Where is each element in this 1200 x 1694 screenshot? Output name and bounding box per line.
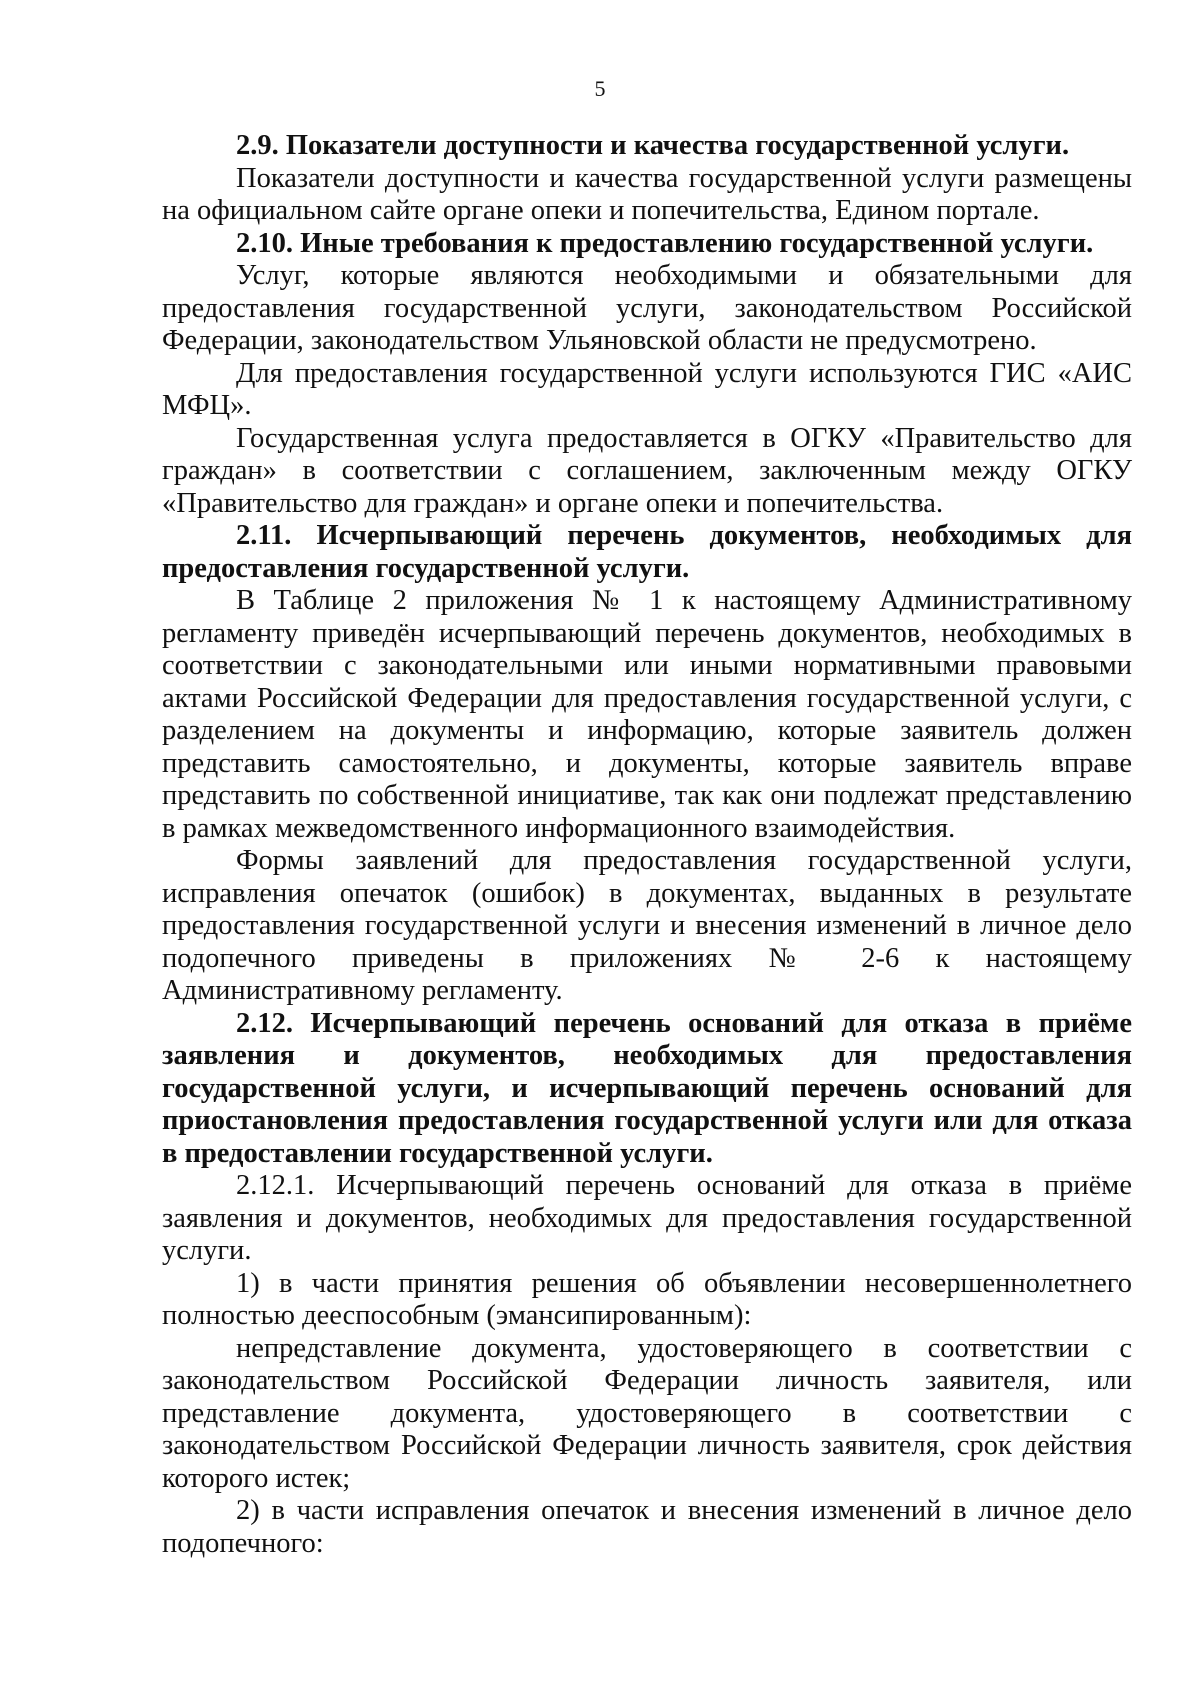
paragraph: Государственная услуга предоставляется в ОГКУ «Правительство для граждан» в соответствии с соглашением, заключенным между ОГКУ «Правительство для граждан» и органе опеки и попечительства. bbox=[162, 422, 1132, 519]
paragraph: Показатели доступности и качества государственной услуги размещены на официальном сайте органе опеки и попечительства, Едином портале. bbox=[162, 162, 1132, 226]
paragraph: Услуг, которые являются необходимыми и обязательными для предоставления государственной услуги, законодательством Российской Федерации, законодательством Ульяновской области не предусмотрено. bbox=[162, 260, 1132, 356]
section-heading-2-12: 2.12. Исчерпывающий перечень оснований для отказа в приёме заявления и документов, необходимых для предоставления государственной услуги, и исчерпывающий перечень оснований для приостановления предоставления государственной услуги или для отказа в предоставлении государственной услуги. bbox=[162, 1007, 1132, 1169]
section-heading-2-11: 2.11. Исчерпывающий перечень документов, необходимых для предоставления государственной услуги. bbox=[162, 520, 1132, 584]
section-heading-2-10: 2.10. Иные требования к предоставлению государственной услуги. bbox=[236, 227, 1094, 259]
paragraph: Формы заявлений для предоставления государственной услуги, исправления опечаток (ошибок) в документах, выданных в результате предоставления государственной услуги и внесения изменений в личное дело подопечного приведены в приложениях № 2-6 к настоящему Административному регламенту. bbox=[162, 845, 1132, 1006]
paragraph: Для предоставления государственной услуги используются ГИС «АИС МФЦ». bbox=[162, 357, 1132, 421]
section-heading-2-9: 2.9. Показатели доступности и качества государственной услуги. bbox=[236, 130, 1070, 161]
list-item: 2) в части исправления опечаток и внесения изменений в личное дело подопечного: bbox=[162, 1495, 1132, 1559]
page-number: 5 bbox=[594, 76, 606, 101]
paragraph: В Таблице 2 приложения № 1 к настоящему Административному регламенту приведён исчерпывающий перечень документов, необходимых в соответствии с законодательными или иными нормативными правовыми актами Российской Федерации для предоставления государственной услуги, с разделением на документы и информацию, которые заявитель должен представить самостоятельно, и документы, которые заявитель вправе представить по собственной инициативе, так как они подлежат представлению в рамках межведомственного информационного взаимодействия. bbox=[162, 585, 1132, 844]
document-body bbox=[162, 130, 1132, 1560]
paragraph: непредставление документа, удостоверяющего в соответствии с законодательством Российской Федерации личность заявителя, или представление документа, удостоверяющего в соответствии с законодательством Российской Федерации личность заявителя, срок действия которого истек; bbox=[162, 1332, 1132, 1494]
list-item: 1) в части принятия решения об объявлении несовершеннолетнего полностью дееспособным (эмансипированным): bbox=[162, 1267, 1132, 1331]
paragraph: 2.12.1. Исчерпывающий перечень оснований для отказа в приёме заявления и документов, необходимых для предоставления государственной услуги. bbox=[162, 1170, 1132, 1266]
